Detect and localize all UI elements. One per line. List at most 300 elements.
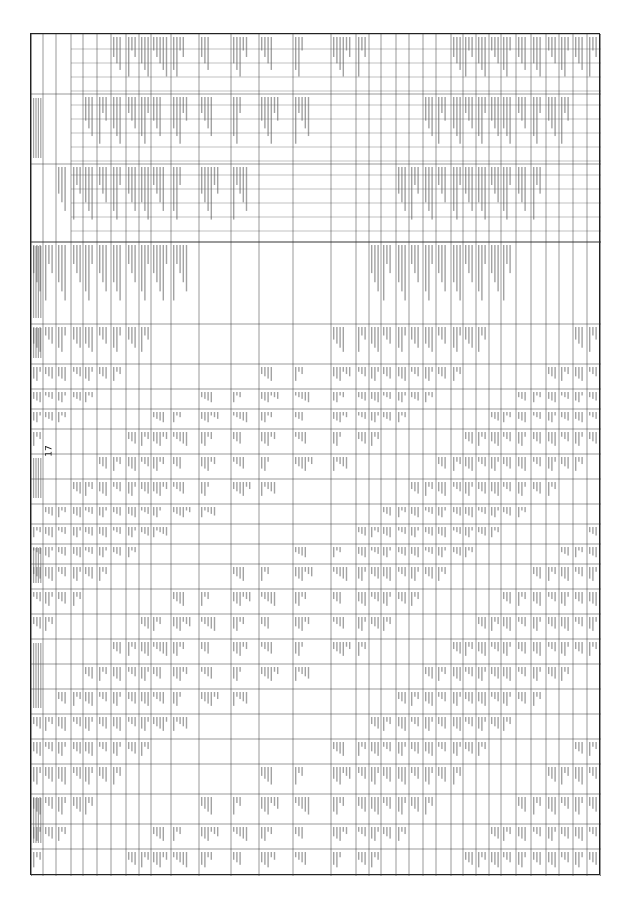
cell-text [383, 742, 384, 747]
cell-text [85, 742, 86, 751]
cell-text [481, 167, 482, 211]
cell-text [61, 412, 62, 416]
cell-text [39, 592, 40, 601]
cell-text [267, 412, 268, 416]
cell-text [506, 692, 507, 706]
cell-text [374, 742, 375, 754]
cell-text [339, 567, 340, 576]
cell-text [358, 432, 359, 439]
cell-text [386, 592, 387, 606]
cell-text [105, 547, 106, 551]
cell-text [88, 482, 89, 487]
cell-text [465, 852, 466, 860]
cell-text [578, 457, 579, 462]
cell-text [144, 667, 145, 681]
cell-text [533, 797, 534, 815]
cell-text [441, 767, 442, 779]
cell-text [533, 412, 534, 416]
cell-text [153, 527, 154, 537]
cell-text [377, 742, 378, 756]
cell-text [243, 827, 244, 839]
cell-text [491, 692, 492, 697]
cell-text [361, 767, 362, 776]
cell-text [438, 507, 439, 516]
cell-text [361, 37, 362, 51]
cell-text [554, 432, 555, 446]
cell-text [364, 767, 365, 779]
cell-text [267, 367, 268, 379]
cell-text [481, 245, 482, 300]
cell-text [377, 412, 378, 416]
cell-text [201, 507, 202, 517]
cell-text [58, 245, 59, 282]
cell-text [518, 457, 519, 466]
cell-text [308, 457, 309, 462]
cell-text [595, 37, 596, 57]
cell-text [91, 742, 92, 756]
cell-text [389, 327, 390, 344]
cell-text [377, 367, 378, 372]
cell-text [524, 827, 525, 841]
cell-text [267, 392, 268, 402]
cell-text [211, 507, 212, 514]
cell-text [589, 642, 590, 656]
cell-text [494, 507, 495, 517]
cell-text [377, 567, 378, 579]
cell-text [521, 392, 522, 399]
cell-text [131, 527, 132, 537]
cell-text [271, 592, 272, 604]
cell-text [264, 667, 265, 676]
cell-text [441, 245, 442, 282]
cell-text [548, 412, 549, 421]
cell-text [141, 482, 142, 489]
cell-text [339, 827, 340, 841]
cell-text [539, 37, 540, 76]
cell-text [217, 692, 218, 699]
cell-text [567, 852, 568, 862]
cell-text [506, 37, 507, 76]
cell-text [204, 642, 205, 651]
cell-text [201, 167, 202, 194]
cell-text [364, 617, 365, 622]
cell-text [561, 457, 562, 464]
cell-text [506, 432, 507, 439]
cell-text [119, 717, 120, 731]
cell-text [383, 592, 384, 604]
cell-text [204, 667, 205, 674]
cell-text [105, 482, 106, 496]
cell-text [141, 432, 142, 446]
cell-text [201, 37, 202, 57]
cell-text [186, 245, 187, 291]
cell-text [581, 567, 582, 576]
cell-text [417, 327, 418, 348]
cell-text [261, 457, 262, 469]
cell-text [211, 392, 212, 402]
cell-text [411, 482, 412, 489]
cell-text [484, 432, 485, 439]
cell-text [204, 392, 205, 399]
cell-text [564, 667, 565, 672]
cell-text [301, 367, 302, 374]
cell-text [386, 797, 387, 806]
cell-text [271, 827, 272, 834]
cell-text [575, 617, 576, 622]
cell-text [465, 97, 466, 113]
cell-text [564, 642, 565, 656]
cell-text [233, 457, 234, 462]
cell-text [116, 527, 117, 532]
cell-text [428, 167, 429, 211]
cell-text [79, 245, 80, 282]
cell-text [374, 717, 375, 726]
cell-text [459, 167, 460, 185]
cell-text [374, 767, 375, 785]
cell-text [383, 827, 384, 834]
cell-text [465, 432, 466, 439]
cell-text [271, 852, 272, 857]
cell-text [509, 167, 510, 185]
cell-text [561, 367, 562, 381]
cell-text [271, 37, 272, 70]
cell-text [79, 507, 80, 517]
cell-text [456, 97, 457, 136]
cell-text [561, 852, 562, 857]
cell-text [389, 717, 390, 724]
cell-text [453, 692, 454, 704]
cell-text [264, 567, 265, 572]
cell-text [298, 567, 299, 579]
cell-text [509, 667, 510, 681]
cell-text [79, 482, 80, 494]
cell-text [444, 567, 445, 574]
cell-text [88, 797, 89, 803]
cell-text [506, 717, 507, 722]
cell-text [119, 742, 120, 747]
cell-text [551, 392, 552, 401]
cell-text [48, 412, 49, 419]
cell-text [465, 507, 466, 514]
cell-text [478, 642, 479, 651]
cell-text [595, 547, 596, 557]
cell-text [58, 692, 59, 699]
cell-text [506, 507, 507, 514]
cell-text [105, 167, 106, 202]
cell-text [99, 667, 100, 681]
cell-text [128, 37, 129, 76]
cell-text [438, 692, 439, 697]
cell-text [144, 692, 145, 704]
cell-text [246, 592, 247, 599]
cell-text [339, 367, 340, 381]
cell-text [102, 482, 103, 494]
cell-text [85, 527, 86, 532]
cell-text [113, 167, 114, 211]
cell-text [425, 245, 426, 291]
cell-text [51, 392, 52, 399]
cell-text [147, 852, 148, 860]
cell-text [113, 245, 114, 282]
cell-text [578, 37, 579, 63]
cell-text [113, 367, 114, 381]
cell-text [389, 617, 390, 624]
cell-text [438, 457, 439, 464]
cell-text [246, 412, 247, 422]
cell-text [444, 367, 445, 379]
cell-text [404, 717, 405, 731]
cell-text [575, 827, 576, 836]
cell-text [551, 97, 552, 128]
cell-text [567, 592, 568, 597]
cell-text [298, 367, 299, 372]
cell-text [186, 717, 187, 729]
cell-text [88, 167, 89, 211]
cell-text [264, 482, 265, 487]
cell-text [261, 97, 262, 121]
description-text [40, 458, 41, 498]
cell-text [243, 167, 244, 202]
cell-text [45, 827, 46, 834]
cell-text [61, 327, 62, 352]
cell-text [567, 367, 568, 374]
cell-text [173, 482, 174, 487]
cell-text [116, 457, 117, 462]
cell-text [48, 617, 49, 622]
cell-text [592, 642, 593, 647]
cell-text [471, 547, 472, 552]
cell-text [48, 567, 49, 579]
cell-text [524, 457, 525, 471]
cell-text [554, 392, 555, 402]
cell-text [374, 827, 375, 841]
cell-text [48, 327, 49, 340]
cell-text [554, 852, 555, 867]
cell-text [343, 617, 344, 629]
cell-text [521, 457, 522, 469]
description-text [38, 246, 39, 318]
cell-text [298, 392, 299, 397]
cell-text [497, 432, 498, 446]
cell-text [311, 567, 312, 576]
cell-text [128, 692, 129, 699]
cell-text [554, 457, 555, 462]
description-text [35, 246, 36, 318]
cell-text [465, 482, 466, 494]
cell-text [575, 412, 576, 419]
cell-text [64, 327, 65, 336]
cell-text [456, 742, 457, 756]
description-text [40, 328, 41, 358]
cell-text [76, 482, 77, 491]
cell-text [176, 827, 177, 832]
cell-text [159, 827, 160, 839]
cell-text [481, 742, 482, 747]
cell-text [239, 37, 240, 76]
cell-text [521, 667, 522, 674]
cell-text [404, 245, 405, 300]
cell-text [267, 767, 268, 782]
cell-text [431, 97, 432, 136]
cell-text [201, 797, 202, 806]
cell-text [524, 797, 525, 812]
cell-text [548, 642, 549, 647]
cell-text [58, 527, 59, 531]
cell-text [116, 642, 117, 651]
cell-text [179, 482, 180, 491]
cell-text [88, 667, 89, 676]
cell-text [589, 527, 590, 532]
cell-text [575, 797, 576, 812]
cell-text [128, 642, 129, 656]
cell-text [99, 767, 100, 776]
cell-text [358, 412, 359, 416]
cell-text [267, 617, 268, 629]
cell-text [536, 642, 537, 654]
cell-text [333, 37, 334, 57]
cell-text [134, 852, 135, 865]
cell-text [305, 667, 306, 676]
cell-text [411, 692, 412, 706]
cell-text [503, 97, 504, 128]
cell-text [383, 547, 384, 556]
cell-text [539, 797, 540, 806]
cell-text [554, 617, 555, 629]
cell-text [518, 642, 519, 649]
cell-text [431, 482, 432, 489]
cell-text [277, 392, 278, 399]
cell-text [99, 507, 100, 516]
cell-text [113, 37, 114, 57]
cell-text [173, 852, 174, 857]
cell-text [116, 507, 117, 514]
cell-text [428, 667, 429, 676]
cell-text [465, 527, 466, 536]
cell-text [539, 827, 540, 836]
cell-text [163, 482, 164, 487]
cell-text [141, 457, 142, 462]
cell-text [159, 717, 160, 729]
cell-text [61, 507, 62, 511]
cell-text [471, 432, 472, 444]
cell-text [374, 412, 375, 422]
cell-text [404, 507, 405, 512]
cell-text [308, 97, 309, 136]
cell-text [79, 167, 80, 194]
cell-text [116, 717, 117, 729]
cell-text [144, 482, 145, 491]
cell-text [179, 412, 180, 417]
description-text [35, 643, 36, 708]
cell-text [239, 97, 240, 113]
cell-text [548, 767, 549, 776]
cell-text [134, 527, 135, 531]
cell-text [305, 97, 306, 128]
cell-text [551, 667, 552, 676]
cell-text [551, 592, 552, 599]
cell-text [102, 97, 103, 113]
cell-text [261, 592, 262, 597]
cell-text [36, 717, 37, 726]
cell-text [239, 482, 240, 494]
cell-text [503, 432, 504, 437]
cell-text [456, 507, 457, 514]
cell-text [494, 667, 495, 676]
cell-text [134, 37, 135, 57]
cell-text [398, 742, 399, 754]
cell-text [374, 245, 375, 282]
cell-text [465, 327, 466, 340]
cell-text [102, 527, 103, 536]
cell-text [64, 567, 65, 576]
description-text [33, 328, 34, 358]
cell-text [305, 592, 306, 599]
cell-text [518, 592, 519, 606]
cell-text [153, 482, 154, 491]
cell-text [298, 37, 299, 76]
cell-text [453, 37, 454, 57]
cell-text [554, 827, 555, 832]
cell-text [207, 412, 208, 422]
cell-text [497, 482, 498, 496]
cell-text [581, 617, 582, 626]
cell-text [561, 37, 562, 70]
cell-text [236, 457, 237, 464]
cell-text [533, 567, 534, 574]
cell-text [183, 37, 184, 57]
cell-text [45, 717, 46, 731]
cell-text [261, 617, 262, 624]
cell-text [444, 692, 445, 701]
cell-text [333, 852, 334, 865]
cell-text [147, 327, 148, 340]
cell-text [398, 245, 399, 282]
cell-text [491, 97, 492, 121]
cell-text [349, 37, 350, 57]
cell-text [414, 717, 415, 724]
cell-text [425, 667, 426, 674]
cell-text [134, 482, 135, 487]
cell-text [51, 827, 52, 839]
cell-text [459, 482, 460, 491]
cell-text [431, 245, 432, 264]
cell-text [425, 482, 426, 496]
cell-text [333, 457, 334, 471]
cell-text [497, 692, 498, 701]
cell-text [159, 432, 160, 446]
cell-text [453, 327, 454, 348]
cell-text [274, 797, 275, 806]
cell-text [401, 797, 402, 815]
cell-text [581, 797, 582, 803]
cell-text [456, 667, 457, 679]
cell-text [61, 742, 62, 756]
cell-text [239, 667, 240, 672]
cell-text [201, 642, 202, 649]
cell-text [524, 507, 525, 512]
cell-text [453, 667, 454, 676]
cell-text [592, 797, 593, 809]
cell-text [346, 412, 347, 417]
cell-text [239, 692, 240, 699]
cell-text [295, 432, 296, 437]
cell-text [441, 507, 442, 517]
cell-text [343, 797, 344, 806]
cell-text [518, 482, 519, 494]
cell-text [524, 592, 525, 599]
cell-text [431, 547, 432, 554]
cell-text [119, 37, 120, 70]
